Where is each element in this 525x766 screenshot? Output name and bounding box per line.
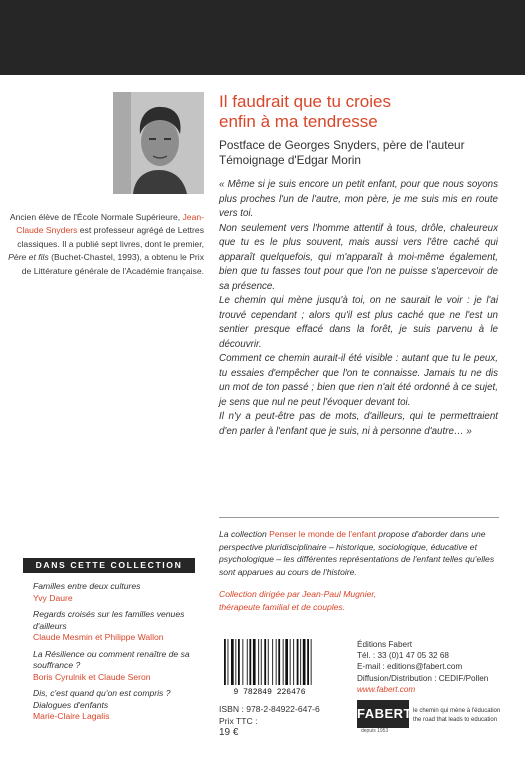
barcode-bar xyxy=(297,639,299,685)
barcode xyxy=(218,637,321,697)
barcode-bar xyxy=(264,639,266,685)
barcode-bar xyxy=(228,639,229,685)
book-title: Il faudrait que tu croies enfin à ma tendresse xyxy=(219,92,391,131)
barcode-bar xyxy=(238,639,240,685)
barcode-bar xyxy=(283,639,284,685)
barcode-bar xyxy=(300,639,301,685)
isbn-block xyxy=(219,703,320,739)
list-item: Familles entre deux cultures Yvy Daure xyxy=(33,581,141,603)
publisher-distribution: Diffusion/Distribution : CEDIF/Pollen xyxy=(357,673,489,683)
excerpt-paragraph: Comment ce chemin aurait-il été visible : autant que tu le peux, tu essaies d'empêcher que l'on te connaisse. Jamais tu ne dis un mot de ton passé ; bien que rien n'ait été ordonné à ce sujet, je sens que nul ne peut l'évoquer devant toi. xyxy=(219,353,498,408)
logo-tagline-fr: le chemin qui mène à l'éducation xyxy=(413,708,501,714)
top-dark-band xyxy=(0,0,525,75)
collection-director: Collection dirigée par Jean-Paul Mugnier, thérapeute familial et de couples. xyxy=(219,589,377,612)
barcode-number: 9 782849 226476 xyxy=(233,688,306,697)
barcode-bar xyxy=(290,639,291,685)
list-item: Regards croisés sur les familles venues d'ailleurs Claude Mesmin et Philippe Wallon xyxy=(33,609,185,642)
excerpt-paragraph: « Même si je suis encore un petit enfant, pour que nous soyons plus proches l'un de l'autre, mon père, je me suis mis en route vers toi. xyxy=(219,179,498,219)
collection-description: La collection Penser le monde de l'enfant propose d'aborder dans une perspective pluridisciplinaire – historique, sociologique, éducative et psychologique – les différentes représentations de l'enfant telles qu'elles sont apparues au cours de l'histoire. xyxy=(219,529,495,577)
author-name: Jean-Claude Snyders xyxy=(16,212,204,236)
book-subtitle: Postface de Georges Snyders, père de l'auteur Témoignage d'Edgar Morin xyxy=(219,138,465,167)
barcode-bar xyxy=(307,639,309,685)
barcode-bar xyxy=(311,639,312,685)
barcode-bar xyxy=(278,639,280,685)
barcode-bars xyxy=(224,639,312,685)
barcode-bar xyxy=(231,639,234,685)
list-item: Dis, c'est quand qu'on est compris ? Dialogues d'enfants Marie-Claire Lagalis xyxy=(33,688,171,721)
collection-list xyxy=(33,581,208,728)
collection-name: Penser le monde de l'enfant xyxy=(269,529,376,539)
barcode-bar xyxy=(303,639,306,685)
barcode-bar xyxy=(253,639,256,685)
logo-since: depuis 1953 xyxy=(361,728,389,734)
fabert-logo xyxy=(357,700,507,734)
barcode-bar xyxy=(247,639,248,685)
barcode-bar xyxy=(268,639,269,685)
barcode-bar xyxy=(272,639,273,685)
barcode-bar xyxy=(224,639,226,685)
collection-list-header: DANS CETTE COLLECTION xyxy=(23,558,195,573)
publisher-info xyxy=(357,639,507,695)
barcode-bar xyxy=(293,639,294,685)
publisher-email: E-mail : editions@fabert.com xyxy=(357,662,463,672)
barcode-bar xyxy=(249,639,251,685)
excerpt-paragraph: Le chemin qui mène jusqu'à toi, on ne saurait le voir : je l'ai trouvé cependant ; alors qu'il est plus caché que ne l'est un sentier presque effacé dans la forêt, je suis parvenu à le découvrir. xyxy=(219,295,498,350)
back-cover-excerpt xyxy=(219,178,498,439)
book-title-pere-et-fils: Père et fils xyxy=(8,252,49,263)
barcode-bar xyxy=(258,639,259,685)
author-photo xyxy=(113,92,204,194)
logo-tagline-en: the road that leads to education xyxy=(413,717,498,723)
price: Prix TTC : 19 € xyxy=(219,716,258,738)
isbn-number: ISBN : 978-2-84922-647-6 xyxy=(219,704,320,714)
publisher-phone: Tél. : 33 (0)1 47 05 32 68 xyxy=(357,651,449,661)
list-item: La Résilience ou comment renaître de sa souffrance ? Boris Cyrulnik et Claude Seron xyxy=(33,648,190,682)
excerpt-paragraph: Non seulement vers l'homme attentif à tous, drôle, chaleureux que tu es le plus souvent, mais aussi vers l'être caché qui apparaît quelquefois, qui m'apparaît à moi-même également, bien que tu fasses tout pour que l'on ne puisse s'apercevoir de sa présence. xyxy=(219,222,498,292)
barcode-bar xyxy=(261,639,262,685)
barcode-bar xyxy=(242,639,243,685)
logo-wordmark: FABERT xyxy=(357,700,409,728)
excerpt-paragraph: Il n'y a peut-être pas de mots, d'ailleurs, qui te permettraient d'en parler à l'enfant que je suis, ni à personne d'autre… » xyxy=(219,411,498,437)
author-bio: Ancien élève de l'École Normale Supérieure, Jean-Claude Snyders est professeur agrégé de Lettres classiques. Il a publié sept livres, dont le premier, Père et fils (Buchet-Chastel, 1993), a obtenu le Prix de Littérature générale de l'Académie française. xyxy=(8,212,204,276)
barcode-bar xyxy=(276,639,277,685)
section-divider xyxy=(219,517,499,518)
publisher-name: Éditions Fabert xyxy=(357,640,413,649)
barcode-bar xyxy=(285,639,288,685)
barcode-bar xyxy=(235,639,236,685)
publisher-website: www.fabert.com xyxy=(357,684,416,694)
